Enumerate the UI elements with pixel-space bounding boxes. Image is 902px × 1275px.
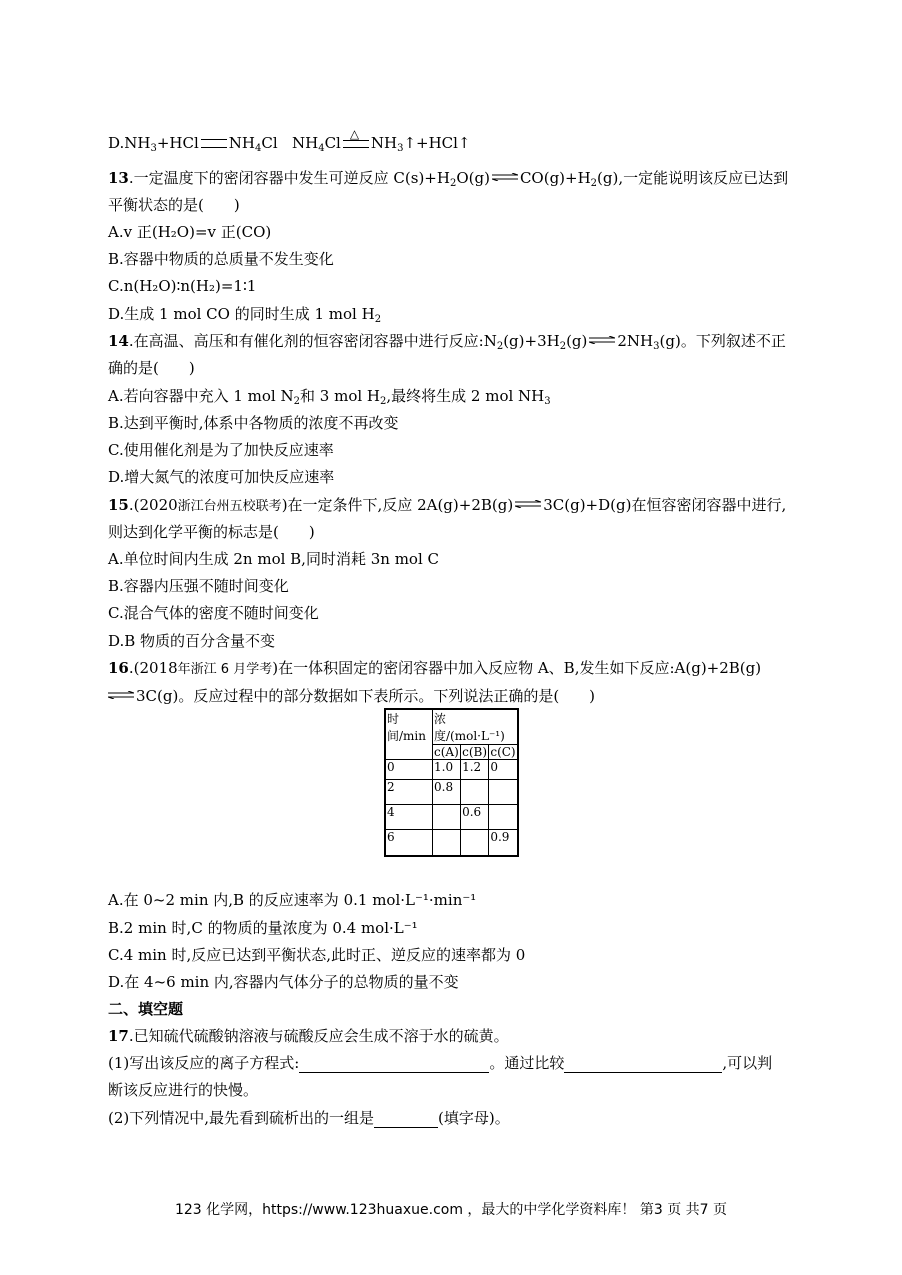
table-row <box>385 830 518 856</box>
q13-option-b: B.容器中物质的总质量不发生变化 <box>108 250 334 268</box>
q13-option-c: C.n(H₂O)∶n(H₂)=1∶1 <box>108 277 257 295</box>
q16-option-a: A.在 0~2 min 内,B 的反应速率为 0.1 mol·L⁻¹·min⁻¹ <box>108 891 477 909</box>
answer-blank[interactable] <box>299 1058 489 1073</box>
q14-option-c: C.使用催化剂是为了加快反应速率 <box>108 441 334 459</box>
q16-stem-line2: 3C(g)。反应过程中的部分数据如下表所示。下列说法正确的是( ) <box>108 686 595 706</box>
answer-blank[interactable] <box>374 1113 438 1128</box>
q13-option-d: D.生成 1 mol CO 的同时生成 1 mol $H_2$ <box>108 305 382 325</box>
answer-blank[interactable] <box>564 1058 722 1073</box>
q17-part1-line2: 断该反应进行的快慢。 <box>108 1081 259 1099</box>
cell: 0.6 <box>461 805 489 830</box>
table-row <box>385 760 518 780</box>
q16-option-b: B.2 min 时,C 的物质的量浓度为 0.4 mol·L⁻¹ <box>108 919 418 937</box>
cell: 2 <box>385 780 433 805</box>
reversible-arrow-icon <box>108 691 134 699</box>
q17-part1: (1)写出该反应的离子方程式: 。通过比较 ,可以判 <box>108 1054 773 1072</box>
q17-part2: (2)下列情况中,最先看到硫析出的一组是 (填字母)。 <box>108 1109 510 1127</box>
cell: 6 <box>385 830 433 856</box>
q14-stem-line2: 确的是( ) <box>108 359 195 377</box>
cell <box>489 805 518 830</box>
header-time: 时间/min <box>385 709 433 760</box>
q14-stem: 14.在高温、高压和有催化剂的恒容密闭容器中进行反应$:N_2(g)+3H_2(g)$ $2NH_3(g)$。下列叙述不正 <box>108 332 786 352</box>
q15-option-a: A.单位时间内生成 2n mol B,同时消耗 3n mol C <box>108 550 439 568</box>
q15-option-c: C.混合气体的密度不随时间变化 <box>108 604 319 622</box>
cell <box>489 780 518 805</box>
page-footer: 123 化学网，https://www.123huaxue.com ，最大的中学化学资料库！ 第3 页 共7 页 <box>174 1202 728 1218</box>
table-row <box>385 805 518 830</box>
reversible-arrow-icon <box>589 336 615 344</box>
cell <box>461 830 489 856</box>
cell: 1.2 <box>461 760 489 780</box>
reversible-arrow-icon <box>515 500 541 508</box>
cell <box>433 830 461 856</box>
cell: 0 <box>489 760 518 780</box>
equals-arrow-icon <box>201 139 227 148</box>
q13-stem: 13.一定温度下的密闭容器中发生可逆反应 $C(s)+H_2O(g)$ $CO(g)+H_2(g)$,一定能说明该反应已达到 <box>108 169 789 189</box>
header-concentration: 浓度/(mol·L⁻¹) <box>433 709 519 745</box>
cell: 4 <box>385 805 433 830</box>
heat-arrow-icon: △ <box>343 140 369 148</box>
q14-option-b: B.达到平衡时,体系中各物质的浓度不再改变 <box>108 414 399 432</box>
q13-option-a: A.v 正(H₂O)=v 正(CO) <box>108 223 272 241</box>
section-title: 二、填空题 <box>108 1000 184 1018</box>
header-col: c(C) <box>489 745 518 760</box>
q16-option-d: D.在 4~6 min 内,容器内气体分子的总物质的量不变 <box>108 973 459 991</box>
q12-option-d: $D.NH_3+HCl$ $NH_4Cl$ $NH_4Cl$ △ $NH_3↑+HCl↑$ <box>108 127 471 154</box>
header-col: c(A) <box>434 745 459 759</box>
q16-option-c: C.4 min 时,反应已达到平衡状态,此时正、逆反应的速率都为 0 <box>108 946 526 964</box>
cell <box>433 805 461 830</box>
reversible-arrow-icon <box>492 173 518 181</box>
q15-stem-line2: 则达到化学平衡的标志是( ) <box>108 523 315 541</box>
cell <box>461 780 489 805</box>
q14-option-d: D.增大氮气的浓度可加快反应速率 <box>108 468 335 486</box>
q15-option-d: D.B 物质的百分含量不变 <box>108 632 276 650</box>
table-row <box>385 780 518 805</box>
q14-option-a: A.若向容器中充入 1 mol $N_2$和 3 mol $H_2$,最终将生成 2 mol $NH_3$ <box>108 387 551 407</box>
q13-stem-line2: 平衡状态的是( ) <box>108 196 240 214</box>
q15-stem: 15.(2020浙江台州五校联考)在一定条件下,反应 2A(g)+2B(g) 3C(g)+D(g)在恒容密闭容器中进行, <box>108 496 787 514</box>
q17-stem: 17.已知硫代硫酸钠溶液与硫酸反应会生成不溶于水的硫黄。 <box>108 1027 509 1045</box>
header-col: c(B) <box>462 745 487 759</box>
cell: 0.9 <box>489 830 518 856</box>
cell: 0 <box>385 760 433 780</box>
q16-stem: 16.(2018年浙江 6 月学考)在一体积固定的密闭容器中加入反应物 A、B,发生如下反应:A(g)+2B(g) <box>108 659 762 677</box>
cell: 0.8 <box>433 780 461 805</box>
q15-option-b: B.容器内压强不随时间变化 <box>108 577 289 595</box>
data-table <box>384 708 519 857</box>
cell: 1.0 <box>433 760 461 780</box>
